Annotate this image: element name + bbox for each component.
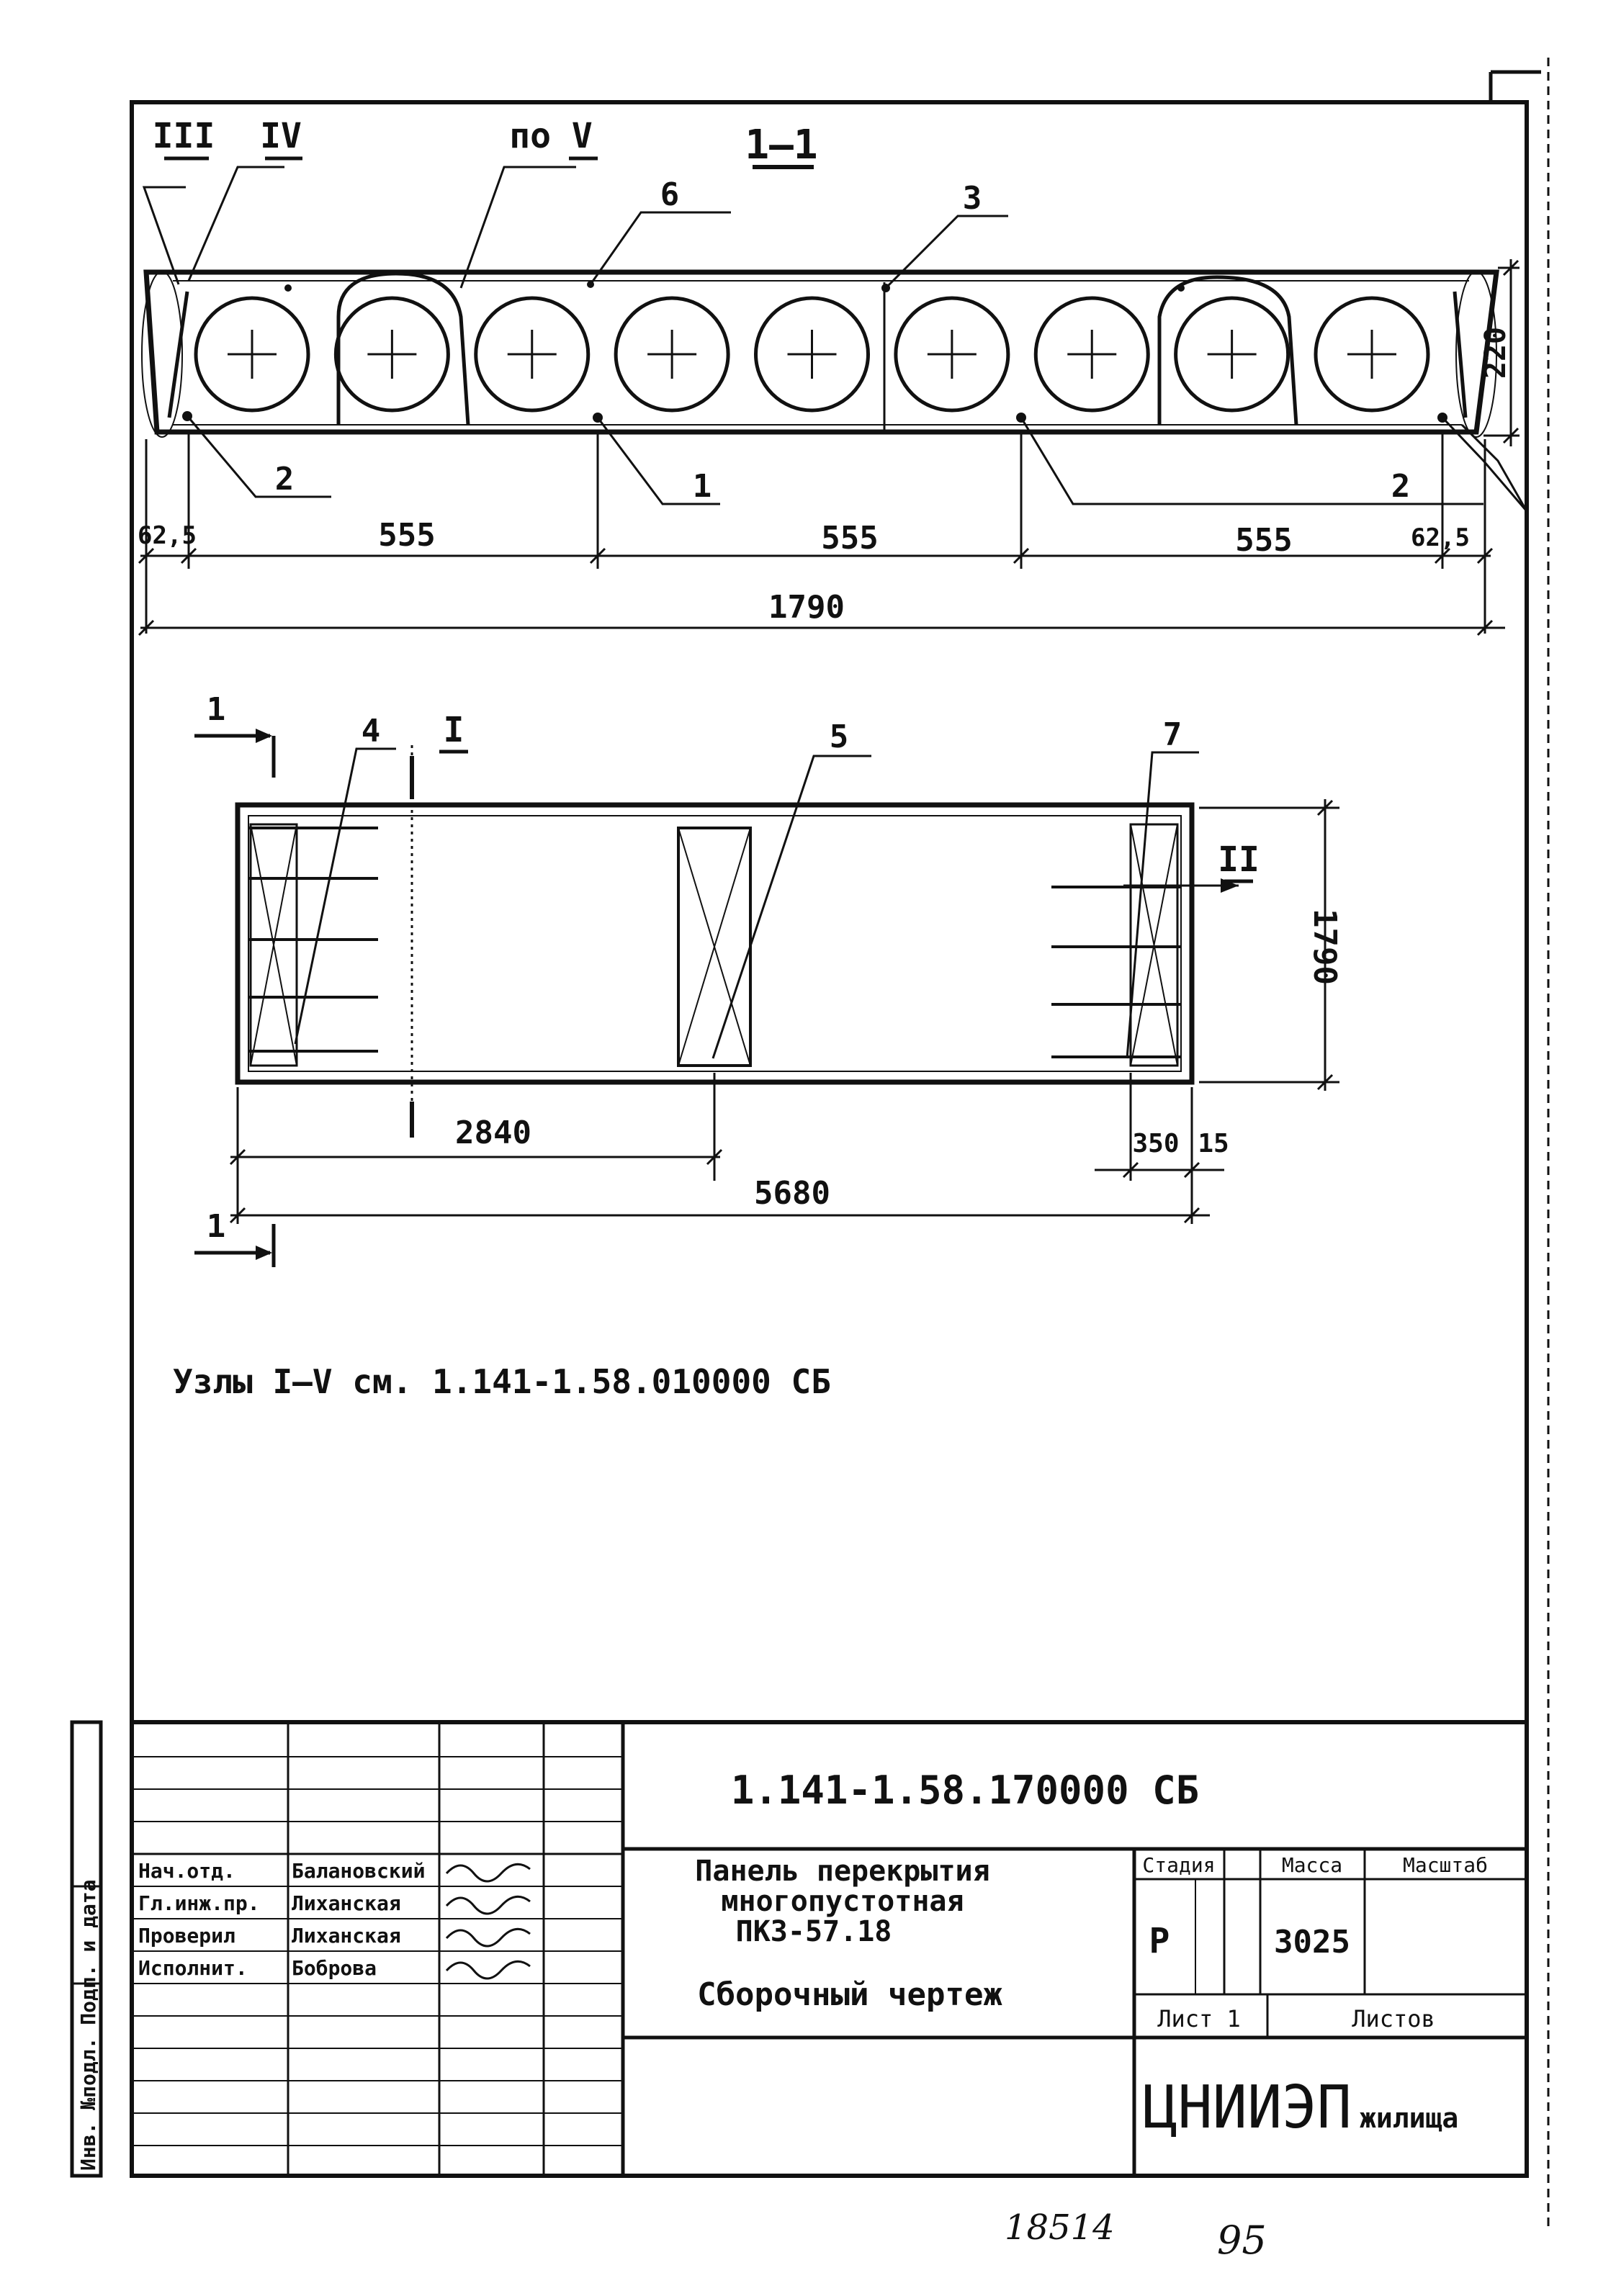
cut-label-top: 1 [206, 691, 226, 728]
callout-node-3: III [152, 116, 215, 156]
header-stage: Стадия [1142, 1853, 1216, 1877]
org-suffix: жилища [1360, 2102, 1459, 2134]
item-name-line3: ПК3-57.18 [735, 1915, 892, 1948]
callout-node-1: I [443, 710, 464, 750]
callout-pos-7: 7 [1162, 716, 1182, 753]
callout-pos-5: 5 [829, 719, 849, 755]
dim-edge: 15 [1198, 1129, 1229, 1158]
section-title: 1—1 [745, 122, 818, 168]
signature-name: Боброва [292, 1956, 377, 1980]
dim-span-1: 555 [378, 517, 436, 554]
dim-span-2: 555 [821, 520, 879, 557]
doc-type: Сборочный чертеж [697, 1976, 1002, 2013]
callout-pos-2-left: 2 [274, 461, 295, 498]
sheets-label: Листов [1352, 2005, 1435, 2032]
header-scale: Масштаб [1402, 1853, 1489, 1877]
callout-node-4: IV [260, 116, 302, 156]
dim-edge-left: 62,5 [138, 521, 197, 550]
dim-span-3: 555 [1235, 522, 1293, 559]
callout-pos-2-right: 2 [1391, 468, 1411, 505]
header-mass: Масса [1281, 1853, 1343, 1877]
sheet-label: Лист 1 [1157, 2005, 1241, 2032]
dim-half-length: 2840 [455, 1115, 531, 1151]
nodes-note: Узлы I—V см. 1.141-1.58.010000 СБ [173, 1362, 831, 1401]
callout-node-2: II [1218, 839, 1260, 880]
dim-plan-width: 1790 [1306, 909, 1343, 985]
mass-value: 3025 [1274, 1924, 1350, 1960]
signature-role: Гл.инж.пр. [138, 1891, 260, 1915]
stage-value: Р [1149, 1921, 1170, 1961]
signature-name: Балановский [292, 1859, 426, 1883]
signature-name: Лиханская [292, 1891, 401, 1915]
signature-role: Нач.отд. [138, 1859, 235, 1883]
handwritten-inv: 18514 [1005, 2207, 1115, 2248]
dim-length: 5680 [754, 1175, 830, 1212]
handwritten-page: 95 [1217, 2218, 1267, 2263]
callout-pos-6: 6 [660, 176, 680, 213]
item-name-line1: Панель перекрытия [695, 1855, 990, 1888]
dim-support: 350 [1132, 1129, 1180, 1158]
org-main: ЦНИИЭП [1143, 2074, 1352, 2142]
callout-pos-4: 4 [361, 713, 381, 749]
item-name-line2: многопустотная [721, 1885, 964, 1918]
callout-pos-3: 3 [962, 180, 982, 217]
dim-edge-right: 62,5 [1411, 523, 1470, 552]
margin-stamp: Инв. №подл. Подп. и дата [76, 1879, 100, 2171]
callout-node-5: по V [509, 116, 593, 156]
signature-name: Лиханская [292, 1924, 401, 1948]
doc-designation: 1.141-1.58.170000 СБ [730, 1768, 1200, 1813]
signature-role: Проверил [138, 1924, 235, 1948]
dim-total-width: 1790 [768, 589, 845, 626]
signature-role: Исполнит. [138, 1956, 248, 1980]
callout-pos-1: 1 [692, 468, 712, 505]
cut-label-bottom: 1 [206, 1208, 226, 1245]
dim-section-height: 220 [1479, 326, 1512, 379]
